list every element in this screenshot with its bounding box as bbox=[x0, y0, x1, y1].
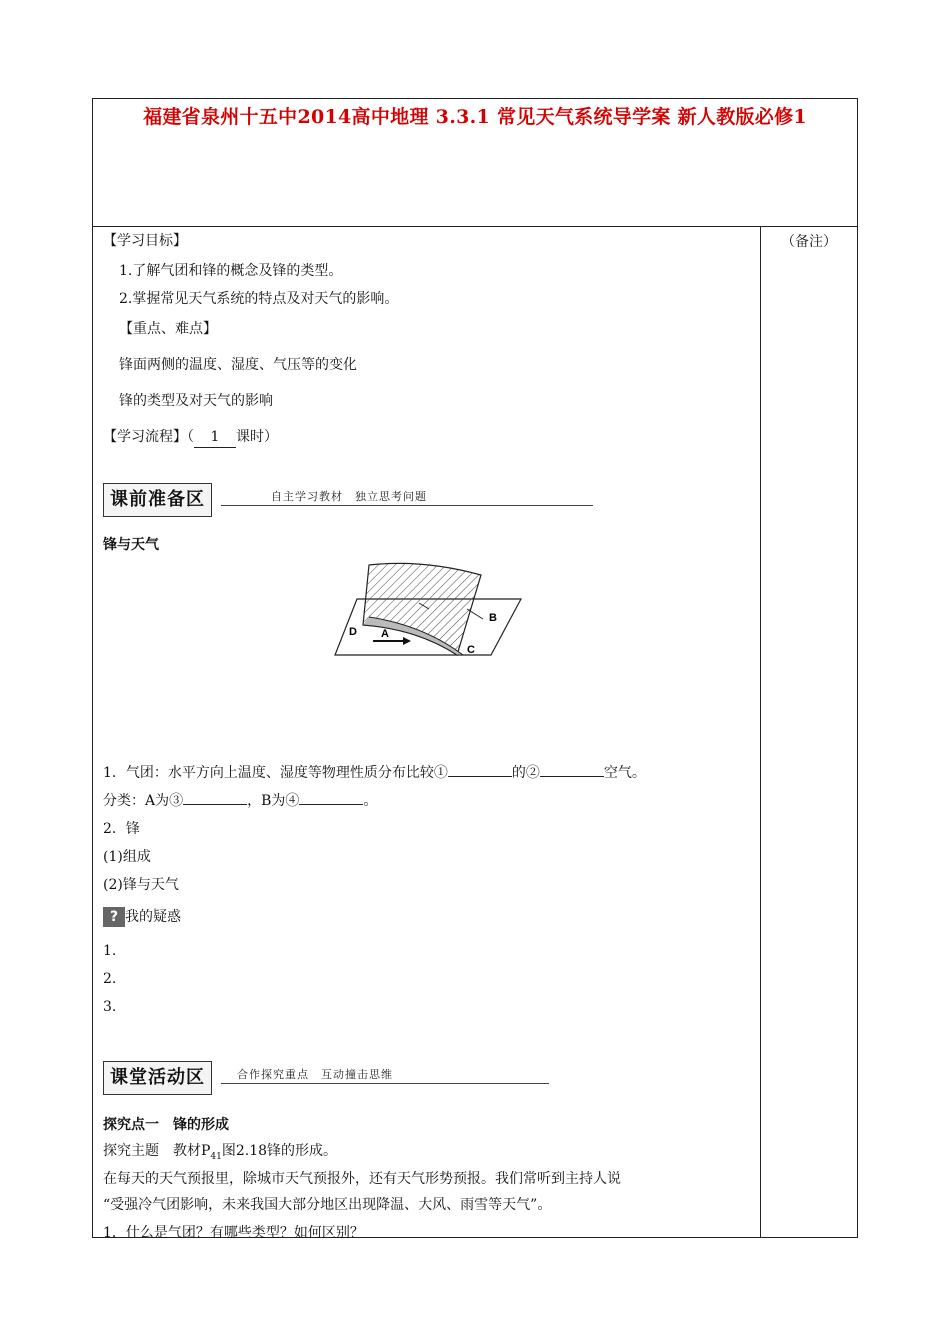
document-table bbox=[92, 98, 858, 1241]
front-item: (1)组成 bbox=[103, 849, 151, 865]
blank-3[interactable] bbox=[183, 804, 247, 805]
doubt-item: 2. bbox=[103, 971, 117, 987]
classification-text: 。 bbox=[363, 793, 378, 809]
front-item: 2．锋 bbox=[103, 821, 140, 837]
title-cell bbox=[93, 99, 857, 227]
process-hours: 1 bbox=[194, 427, 236, 448]
objective-item: 1.了解气团和锋的概念及锋的类型。 bbox=[119, 263, 343, 279]
blank-1[interactable] bbox=[448, 776, 512, 777]
air-mass-text: 1．气团：水平方向上温度、湿度等物理性质分布比较① bbox=[103, 765, 448, 781]
notes-label: （备注） bbox=[781, 234, 837, 250]
explore-paragraph: “受强冷气团影响，未来我国大部分地区出现降温、大风、雨雪等天气”。 bbox=[103, 1197, 552, 1213]
air-mass-text: 空气。 bbox=[603, 765, 646, 781]
content-cell bbox=[93, 227, 761, 1241]
explore-paragraph: 在每天的天气预报里，除城市天气预报外，还有天气形势预报。我们常听到主持人说 bbox=[103, 1171, 621, 1187]
section-heading: 锋与天气 bbox=[103, 537, 159, 553]
banner-title: 课前准备区 bbox=[103, 483, 212, 517]
label-c: C bbox=[467, 644, 475, 656]
topic-text: 探究主题 教材P bbox=[103, 1143, 211, 1159]
section-banner-class bbox=[103, 1061, 549, 1095]
section-banner-prep bbox=[103, 483, 593, 517]
process-label: 【学习流程】（ bbox=[103, 429, 194, 445]
doubt-item: 1. bbox=[103, 943, 117, 959]
doubt-item: 3. bbox=[103, 999, 117, 1015]
explore-heading: 探究点一 锋的形成 bbox=[103, 1117, 229, 1133]
doubt-label: 我的疑惑 bbox=[125, 909, 181, 925]
doubt-heading bbox=[103, 907, 181, 927]
explore-question: 1．什么是气团？有哪些类型？如何区别？ bbox=[103, 1225, 364, 1241]
page-title: 福建省泉州十五中2014高中地理 3.3.1 常见天气系统导学案 新人教版必修1 bbox=[143, 106, 807, 128]
label-d: D bbox=[349, 626, 357, 638]
banner-line bbox=[221, 1083, 549, 1084]
objectives-heading: 【学习目标】 bbox=[103, 233, 187, 249]
process-line bbox=[103, 427, 278, 448]
objective-item: 2.掌握常见天气系统的特点及对天气的影响。 bbox=[119, 291, 399, 307]
banner-subtitle: 合作探究重点 互动撞击思维 bbox=[237, 1068, 393, 1081]
banner-title: 课堂活动区 bbox=[103, 1061, 212, 1095]
air-mass-line bbox=[103, 763, 646, 783]
notes-cell bbox=[761, 227, 857, 1237]
classification-line bbox=[103, 791, 377, 811]
banner-subtitle: 自主学习教材 独立思考问题 bbox=[271, 490, 427, 503]
topic-text: 图2.18锋的形成。 bbox=[221, 1143, 338, 1159]
key-point-item: 锋面两侧的温度、湿度、气压等的变化 bbox=[119, 357, 357, 373]
key-point-item: 锋的类型及对天气的影响 bbox=[119, 393, 273, 409]
key-points-heading: 【重点、难点】 bbox=[119, 321, 217, 337]
explore-topic bbox=[103, 1141, 337, 1167]
classification-text: ，B为④ bbox=[247, 793, 300, 809]
blank-2[interactable] bbox=[540, 776, 604, 777]
topic-page: 41 bbox=[210, 1151, 222, 1162]
label-a: A bbox=[381, 628, 389, 640]
process-suffix: 课时） bbox=[236, 429, 278, 445]
classification-text: 分类：A为③ bbox=[103, 793, 184, 809]
question-icon: ? bbox=[103, 907, 125, 927]
blank-4[interactable] bbox=[299, 804, 363, 805]
front-item: (2)锋与天气 bbox=[103, 877, 179, 893]
air-mass-text: 的② bbox=[511, 765, 540, 781]
banner-line bbox=[221, 505, 593, 506]
label-b: B bbox=[489, 612, 497, 624]
front-diagram bbox=[333, 559, 523, 659]
